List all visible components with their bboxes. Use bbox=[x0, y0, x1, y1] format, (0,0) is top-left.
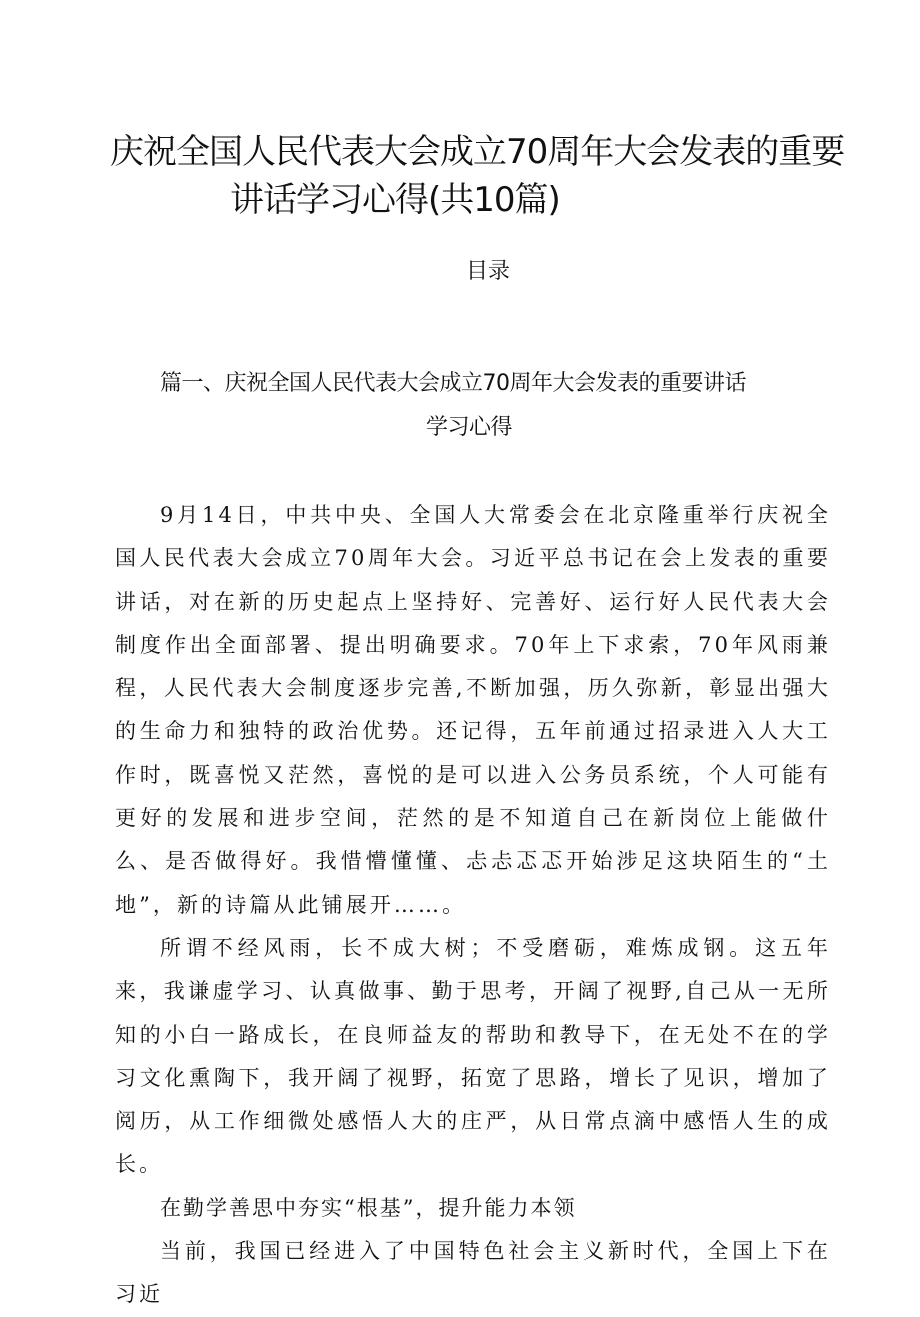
body-paragraph-2: 所谓不经风雨，长不成大树；不受磨砺，难炼成钢。这五年来，我谦虚学习、认真做事、勤于思考，开阔了视野,自己从一无所知的小白一路成长，在良师益友的帮助和教导下，在无处不在的学习文化熏陶下，我开阔了视野，拓宽了思路，增长了见识，增加了阅历，从工作细微处感悟人大的庄严，从日常点滴中感悟人生的成长。 bbox=[115, 935, 831, 1177]
chapter-heading-line-1: 篇一、庆祝全国人民代表大会成立70周年大会发表的重要讲话 bbox=[160, 371, 746, 396]
body-paragraph-1: 9月14日，中共中央、全国人大常委会在北京隆重举行庆祝全国人民代表大会成立70周年大会。习近平总书记在会上发表的重要讲话，对在新的历史起点上坚持好、完善好、运行好人民代表大会制度作出全面部署、提出明确要求。70年上下求索，70年风雨兼程，人民代表大会制度逐步完善,不断加强，历久弥新，彰显出强大的生命力和独特的政治优势。还记得，五年前通过招录进入人大工作时，既喜悦又茫然，喜悦的是可以进入公务员系统，个人可能有更好的发展和进步空间，茫然的是不知道自己在新岗位上能做什么、是否做得好。我惜懵懂懂、忐忐忑忑开始涉足这块陌生的“土地”，新的诗篇从此铺展开……。 bbox=[115, 503, 831, 917]
document-title-line-1: 庆祝全国人民代表大会成立70周年大会发表的重要 bbox=[110, 132, 845, 172]
document-body bbox=[115, 494, 831, 1317]
document-title bbox=[110, 128, 845, 224]
chapter-heading bbox=[160, 362, 820, 450]
chapter-heading-line-2: 学习心得 bbox=[426, 415, 513, 440]
body-paragraph-3: 当前，我国已经进入了中国特色社会主义新时代，全国上下在习近 bbox=[115, 1239, 831, 1307]
section-subheading: 在勤学善思中夯实“根基”，提升能力本领 bbox=[160, 1195, 577, 1220]
document-title-line-2: 讲话学习心得(共10篇) bbox=[230, 180, 560, 220]
table-of-contents-heading: 目录 bbox=[465, 259, 510, 284]
